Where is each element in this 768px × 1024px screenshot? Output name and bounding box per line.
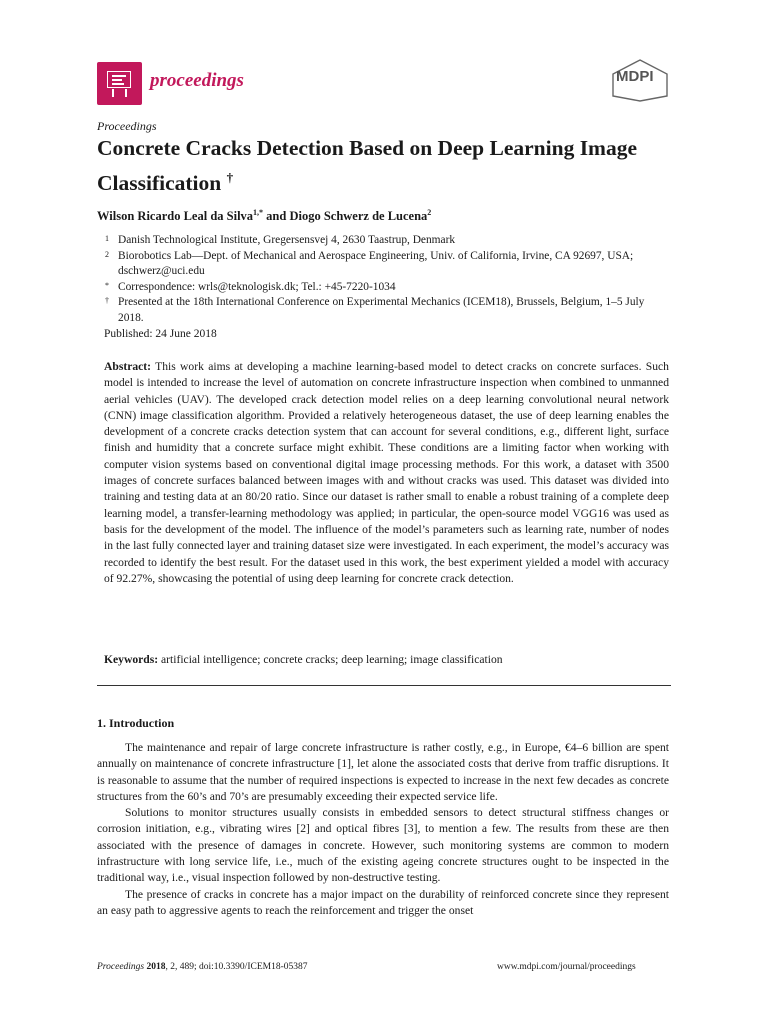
affiliation-marker: 1 (105, 234, 109, 243)
footer-year: 2018 (146, 962, 166, 972)
published-date: Published: 24 June 2018 (104, 328, 217, 340)
footer-citation (97, 962, 308, 972)
proceedings-logo-icon[interactable] (97, 62, 142, 105)
journal-label: Proceedings (97, 119, 157, 133)
abstract-label: Abstract: (104, 360, 152, 373)
section-divider (97, 685, 671, 686)
affiliation-item (97, 295, 672, 326)
author-name[interactable]: Diogo Schwerz de Lucena (289, 209, 428, 224)
footer-url[interactable]: www.mdpi.com/journal/proceedings (497, 962, 636, 972)
affiliation-text: Correspondence: wrls@teknologisk.dk; Tel.: +45-7220-1034 (118, 280, 396, 293)
keywords-text: artificial intelligence; concrete cracks; deep learning; image classification (161, 653, 503, 666)
affiliation-item (97, 249, 672, 280)
affiliation-text: Danish Technological Institute, Gregersensvej 4, 2630 Taastrup, Denmark (118, 234, 456, 246)
footer-doi[interactable]: , 2, 489; doi:10.3390/ICEM18-05387 (165, 962, 308, 972)
keywords-label: Keywords: (104, 653, 159, 666)
keywords (104, 653, 669, 666)
title-text: Concrete Cracks Detection Based on Deep Learning Image Classification (97, 136, 638, 196)
author-list (97, 208, 431, 224)
affiliation-marker: * (105, 280, 109, 290)
abstract-text: This work aims at developing a machine learning-based model to detect cracks on concrete surfaces. Such model is intended to increase the level of automation on concrete infrastructure inspection when combined to unmanned aerial vehicles (UAV). The developed crack detection model relies on a deep learning convolutional neural network (CNN) image classification algorithm. Provided a relatively heterogeneous dataset, the use of deep learning enables the development of a concrete cracks detection system that can account for several conditions, e.g., different light, surface finish and humidity that a concrete surface might exhibit. These conditions are a limiting factor when working with computer vision systems based on conventional digital image processing methods. For this work, a dataset with 3500 images of concrete surfaces balanced between images with and without cracks was used. This dataset was divided into training and testing data at an 80/20 ratio. Since our dataset is rather small to enable a robust training of a complete deep learning model, a transfer-learning methodology was applied; in particular, the open-source model VGG16 was used as basis for the development of the model. The influence of the model’s parameters such as learning rate, number of nodes in the last fully connected layer and training dataset size were investigated. In each experiment, the model’s accuracy was recorded to identify the best result. For the dataset used in this work, the best experiment yielded a model with accuracy of 92.27%, showcasing the potential of using deep learning for concrete crack detection. (104, 360, 669, 585)
section-heading: 1. Introduction (97, 716, 175, 730)
body-paragraph: Solutions to monitor structures usually consists in embedded sensors to detect structural stiffness changes or corrosion initiation, e.g., vibrating wires [2] and optical fibres [3], to mention a few. The results from these are then associated with the presence of damages in concrete. However, such monitoring systems are common to modern infrastructure with long service life, i.e., much of the existing ageing concrete structures ought to be inspected in the traditional way, i.e., visual inspection followed by non-destructive testing. (97, 806, 669, 885)
affiliation-list (97, 233, 672, 326)
author-name[interactable]: Wilson Ricardo Leal da Silva (97, 209, 254, 224)
body-paragraph: The presence of cracks in concrete has a major impact on the durability of reinforced concrete since they represent an easy path to aggressive agents to reach the reinforcement and trigger the onset (97, 887, 669, 917)
author-marker: 1,* (253, 208, 264, 217)
abstract (104, 359, 669, 587)
journal-brand[interactable]: proceedings (150, 70, 244, 91)
title-footnote-marker: † (226, 170, 234, 185)
introduction-body (97, 740, 669, 919)
affiliation-text: Presented at the 18th International Conference on Experimental Mechanics (ICEM18), Brussels, Belgium, 1–5 July 2018. (118, 296, 645, 324)
affiliation-marker: 2 (105, 249, 109, 259)
affiliation-item (97, 280, 672, 296)
affiliation-item (97, 233, 672, 249)
author-marker: 2 (427, 208, 432, 217)
paper-title (97, 134, 677, 198)
author-conjunction: and (266, 209, 287, 224)
footer-journal: Proceedings (97, 962, 145, 972)
publisher-name: MDPI (616, 68, 654, 85)
affiliation-text: Biorobotics Lab—Dept. of Mechanical and Aerospace Engineering, Univ. of California, Irvine, CA 92697, USA; dschwerz@uci.edu (118, 249, 634, 277)
affiliation-marker: † (105, 296, 109, 305)
body-paragraph: The maintenance and repair of large concrete infrastructure is rather costly, e.g., in Europe, €4–6 billion are spent annually on maintenance of concrete infrastructure [1], let alone the associated costs that derive from traffic disruptions. It is reasonable to assume that the number of required inspections is expected to increase in the next few decades as concrete structures from the 60’s and 70’s are presumably exceeding their expected service life. (97, 741, 669, 803)
